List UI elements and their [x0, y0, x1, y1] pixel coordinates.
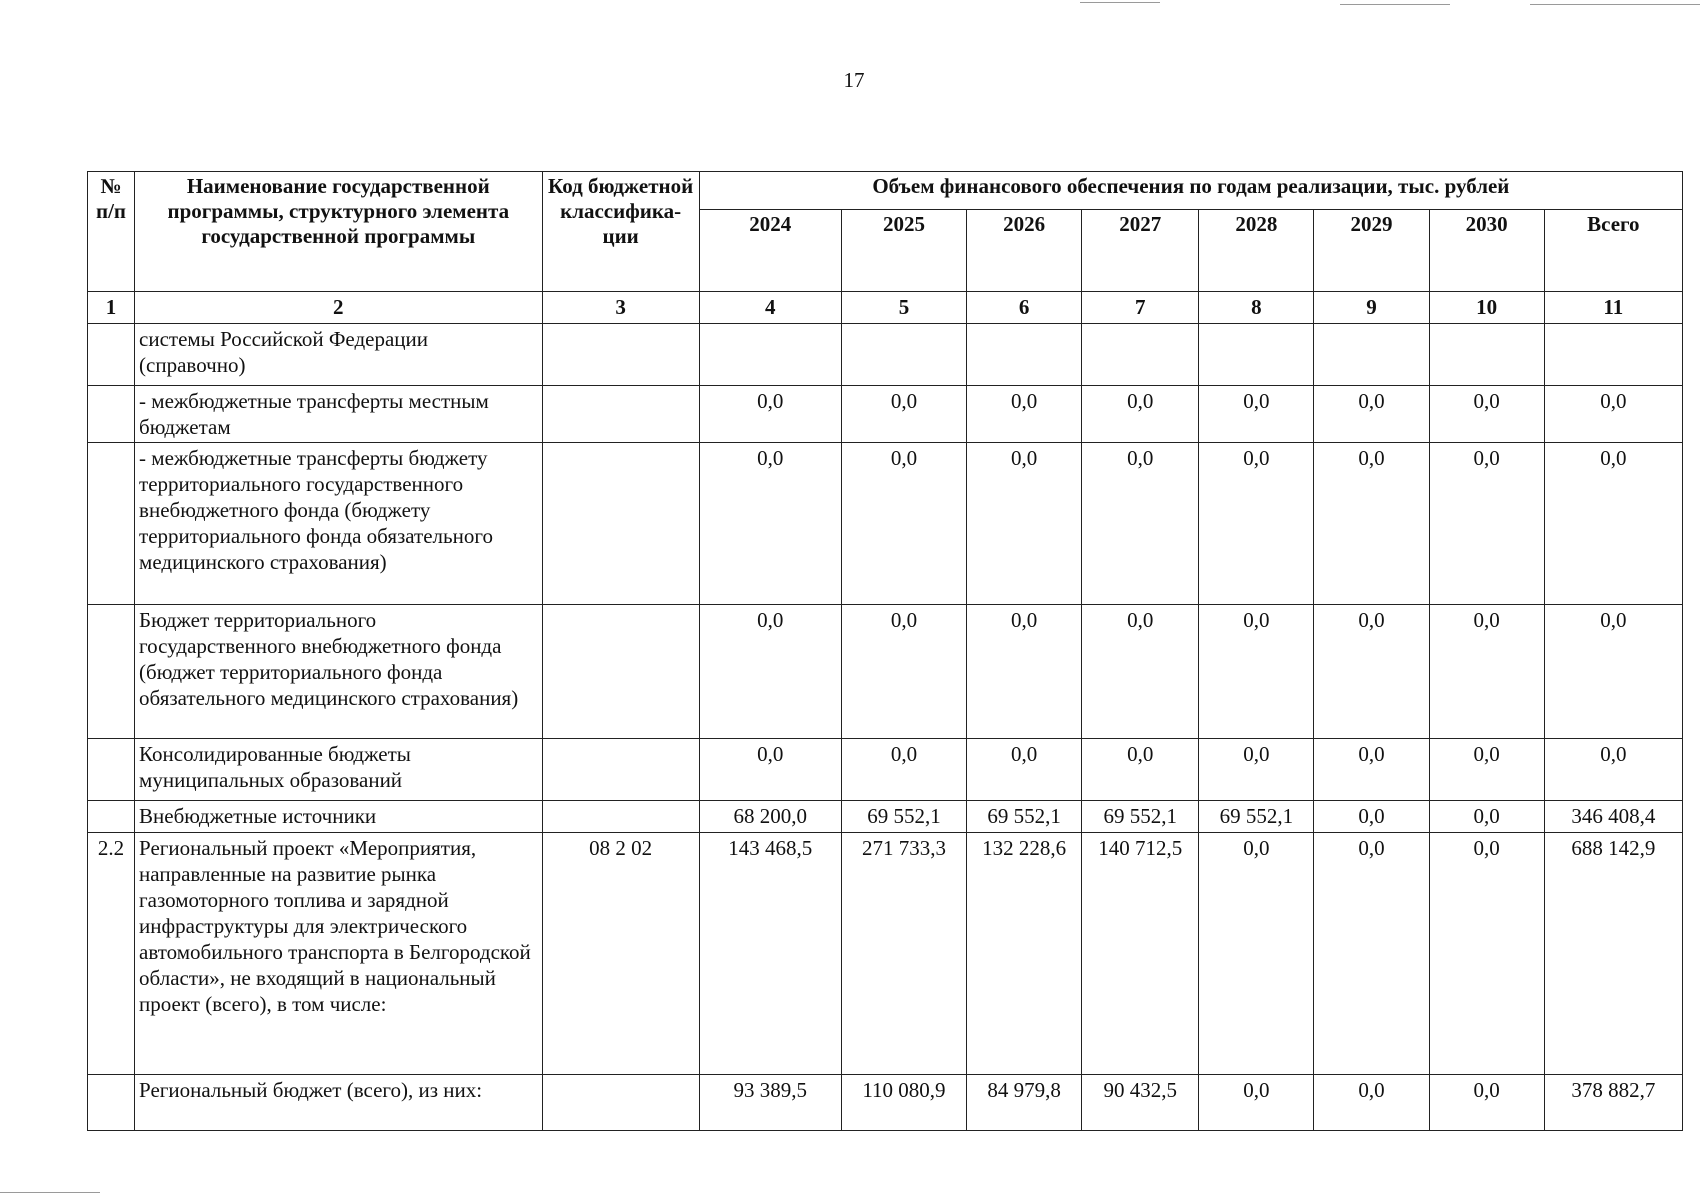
row-code [542, 605, 699, 739]
column-number: 2 [135, 292, 542, 324]
header-row-top [88, 172, 1683, 210]
row-value-2030: 0,0 [1429, 1075, 1544, 1131]
row-value-2025: 271 733,3 [841, 833, 966, 1075]
row-value-2025: 0,0 [841, 739, 966, 801]
row-value-total: 0,0 [1544, 386, 1682, 443]
row-value-total: 0,0 [1544, 605, 1682, 739]
table-row [88, 1075, 1683, 1131]
table-row [88, 833, 1683, 1075]
row-value-2024: 0,0 [699, 739, 841, 801]
row-name: - межбюджетные трансферты бюджету территориального государственного внебюджетного фонда (бюджету территориального фонда обязательного медицинского страхования) [135, 443, 542, 605]
row-value-total: 346 408,4 [1544, 801, 1682, 833]
header-year: 2024 [699, 210, 841, 292]
row-name: Региональный проект «Мероприятия, направленные на развитие рынка газомоторного топлива и зарядной инфраструктуры для электрического автомобильного транспорта в Белгородской области», не входящий в национальный проект (всего), в том числе: [135, 833, 542, 1075]
header-year: 2029 [1314, 210, 1429, 292]
row-value-2025: 110 080,9 [841, 1075, 966, 1131]
row-value-total [1544, 324, 1682, 386]
row-value-2025: 0,0 [841, 443, 966, 605]
row-value-2028: 0,0 [1199, 833, 1314, 1075]
row-number [88, 739, 135, 801]
page-number: 17 [843, 68, 865, 92]
header-name: Наименование государственной программы, структурного элемента государственной программы [135, 172, 542, 292]
column-number: 4 [699, 292, 841, 324]
row-value-2026: 0,0 [967, 605, 1082, 739]
header-year: 2028 [1199, 210, 1314, 292]
row-name: Внебюджетные источники [135, 801, 542, 833]
scan-artifact-line [0, 1192, 100, 1193]
row-value-2027: 0,0 [1082, 739, 1199, 801]
row-value-2026: 0,0 [967, 386, 1082, 443]
row-value-2029: 0,0 [1314, 605, 1429, 739]
row-value-2027: 140 712,5 [1082, 833, 1199, 1075]
row-value-2028: 0,0 [1199, 386, 1314, 443]
row-value-2026: 69 552,1 [967, 801, 1082, 833]
column-number-row [88, 292, 1683, 324]
table-row [88, 443, 1683, 605]
row-value-2024: 0,0 [699, 386, 841, 443]
table-row [88, 386, 1683, 443]
row-value-2028: 0,0 [1199, 443, 1314, 605]
row-value-2029: 0,0 [1314, 1075, 1429, 1131]
header-funding-group: Объем финансового обеспечения по годам реализации, тыс. рублей [699, 172, 1682, 210]
row-value-total: 0,0 [1544, 443, 1682, 605]
header-total: Всего [1544, 210, 1682, 292]
row-value-2024 [699, 324, 841, 386]
table-row [88, 605, 1683, 739]
column-number: 10 [1429, 292, 1544, 324]
row-value-2024: 68 200,0 [699, 801, 841, 833]
row-value-2028: 0,0 [1199, 739, 1314, 801]
column-number: 11 [1544, 292, 1682, 324]
row-value-2029: 0,0 [1314, 443, 1429, 605]
row-code: 08 2 02 [542, 833, 699, 1075]
row-value-2029 [1314, 324, 1429, 386]
row-value-2029: 0,0 [1314, 833, 1429, 1075]
row-value-2030: 0,0 [1429, 443, 1544, 605]
column-number: 9 [1314, 292, 1429, 324]
row-value-2027: 0,0 [1082, 443, 1199, 605]
row-number [88, 605, 135, 739]
column-number: 5 [841, 292, 966, 324]
table-row [88, 324, 1683, 386]
row-value-2028 [1199, 324, 1314, 386]
row-value-2028: 0,0 [1199, 1075, 1314, 1131]
row-code [542, 801, 699, 833]
row-value-2024: 143 468,5 [699, 833, 841, 1075]
row-value-2027: 90 432,5 [1082, 1075, 1199, 1131]
row-code [542, 386, 699, 443]
header-year: 2025 [841, 210, 966, 292]
row-value-2030: 0,0 [1429, 386, 1544, 443]
row-value-2025: 69 552,1 [841, 801, 966, 833]
header-year: 2030 [1429, 210, 1544, 292]
row-code [542, 739, 699, 801]
row-value-2026: 132 228,6 [967, 833, 1082, 1075]
row-value-total: 0,0 [1544, 739, 1682, 801]
column-number: 7 [1082, 292, 1199, 324]
row-value-2025: 0,0 [841, 386, 966, 443]
header-year: 2027 [1082, 210, 1199, 292]
row-value-2024: 0,0 [699, 443, 841, 605]
row-value-2030: 0,0 [1429, 605, 1544, 739]
row-value-2027 [1082, 324, 1199, 386]
row-value-total: 378 882,7 [1544, 1075, 1682, 1131]
row-number [88, 443, 135, 605]
table-row [88, 801, 1683, 833]
row-value-2027: 0,0 [1082, 605, 1199, 739]
row-value-2024: 93 389,5 [699, 1075, 841, 1131]
row-value-2029: 0,0 [1314, 386, 1429, 443]
row-value-2027: 69 552,1 [1082, 801, 1199, 833]
scan-artifact-line [1530, 4, 1700, 5]
scan-artifact-line [1340, 4, 1450, 5]
row-number [88, 386, 135, 443]
row-value-2030 [1429, 324, 1544, 386]
row-value-2026 [967, 324, 1082, 386]
row-value-2030: 0,0 [1429, 739, 1544, 801]
row-value-2028: 0,0 [1199, 605, 1314, 739]
row-value-2028: 69 552,1 [1199, 801, 1314, 833]
column-number: 6 [967, 292, 1082, 324]
row-number [88, 801, 135, 833]
row-value-total: 688 142,9 [1544, 833, 1682, 1075]
row-number [88, 1075, 135, 1131]
column-number: 1 [88, 292, 135, 324]
row-value-2026: 84 979,8 [967, 1075, 1082, 1131]
row-name: - межбюджетные трансферты местным бюджетам [135, 386, 542, 443]
table-row [88, 739, 1683, 801]
row-name: системы Российской Федерации (справочно) [135, 324, 542, 386]
row-value-2026: 0,0 [967, 443, 1082, 605]
row-value-2025: 0,0 [841, 605, 966, 739]
row-value-2024: 0,0 [699, 605, 841, 739]
financing-table [87, 171, 1683, 1131]
header-number: № п/п [88, 172, 135, 292]
row-name: Бюджет территориального государственного внебюджетного фонда (бюджет территориального фонда обязательного медицинского страхования) [135, 605, 542, 739]
row-code [542, 443, 699, 605]
row-value-2029: 0,0 [1314, 739, 1429, 801]
row-code [542, 1075, 699, 1131]
row-value-2027: 0,0 [1082, 386, 1199, 443]
row-code [542, 324, 699, 386]
scan-artifact-line [1080, 2, 1160, 3]
row-name: Консолидированные бюджеты муниципальных образований [135, 739, 542, 801]
row-value-2026: 0,0 [967, 739, 1082, 801]
row-value-2030: 0,0 [1429, 801, 1544, 833]
header-code: Код бюджетной классифика-ции [542, 172, 699, 292]
row-name: Региональный бюджет (всего), из них: [135, 1075, 542, 1131]
header-year: 2026 [967, 210, 1082, 292]
row-value-2025 [841, 324, 966, 386]
column-number: 8 [1199, 292, 1314, 324]
row-number: 2.2 [88, 833, 135, 1075]
row-value-2029: 0,0 [1314, 801, 1429, 833]
row-number [88, 324, 135, 386]
row-value-2030: 0,0 [1429, 833, 1544, 1075]
column-number: 3 [542, 292, 699, 324]
